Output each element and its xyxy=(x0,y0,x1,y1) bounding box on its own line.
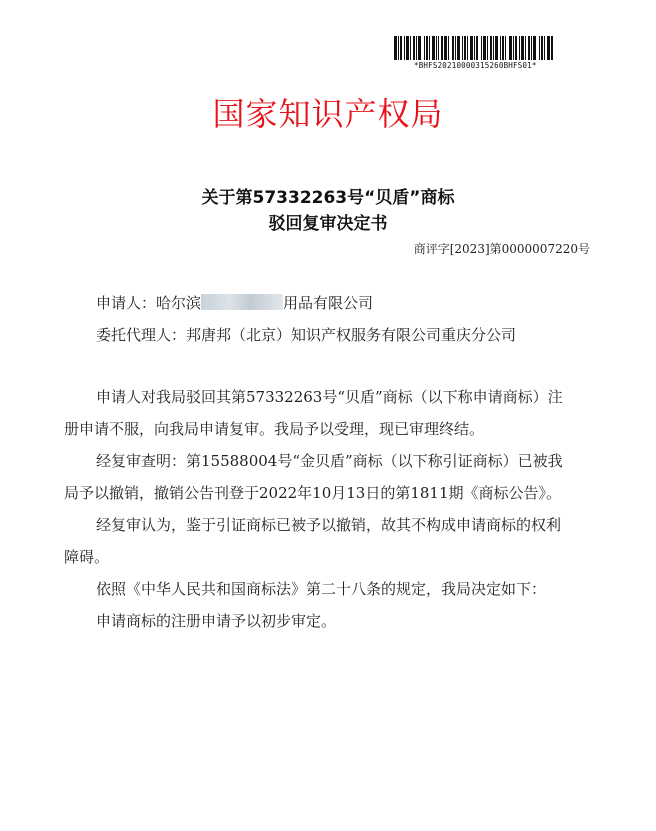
barcode-bars xyxy=(394,36,576,60)
paragraph-1-line-2: 册申请不服，向我局申请复审。我局予以受理，现已审理终结。 xyxy=(64,420,485,438)
redaction-block xyxy=(201,294,283,310)
barcode-text: *BHFS20210000315260BHFS01* xyxy=(414,61,537,70)
paragraph-3-line-1: 经复审认为，鉴于引证商标已被予以撤销，故其不构成申请商标的权利 xyxy=(96,516,562,534)
paragraph-4: 依照《中华人民共和国商标法》第二十八条的规定，我局决定如下： xyxy=(96,580,547,598)
agent-name: 邦唐邦（北京）知识产权服务有限公司重庆分公司 xyxy=(186,326,517,344)
applicant-name-prefix: 哈尔滨 xyxy=(156,294,202,312)
agency-name: 国家知识产权局 xyxy=(212,95,444,133)
paragraph-2-line-2: 局予以撤销，撤销公告刊登于2022年10月13日的第1811期《商标公告》。 xyxy=(64,484,562,502)
barcode xyxy=(390,36,576,70)
document-number: 商评字[2023]第0000007220号 xyxy=(413,242,590,256)
paragraph-2-line-1: 经复审查明：第15588004号“金贝盾”商标（以下称引证商标）已被我 xyxy=(96,452,563,470)
paragraph-3-line-2: 障碍。 xyxy=(64,548,110,566)
agent-line xyxy=(96,319,592,351)
applicant-line xyxy=(96,287,592,319)
agent-label: 委托代理人： xyxy=(96,326,187,344)
applicant-label: 申请人： xyxy=(96,294,157,312)
paragraph-5: 申请商标的注册申请予以初步审定。 xyxy=(96,612,337,630)
paragraph-1-line-1: 申请人对我局驳回其第57332263号“贝盾”商标（以下称申请商标）注 xyxy=(96,388,563,406)
document-title-line1: 关于第57332263号“贝盾”商标 xyxy=(201,188,455,208)
applicant-name-suffix: 用品有限公司 xyxy=(283,294,374,312)
document-title-line2: 驳回复审决定书 xyxy=(268,214,388,234)
